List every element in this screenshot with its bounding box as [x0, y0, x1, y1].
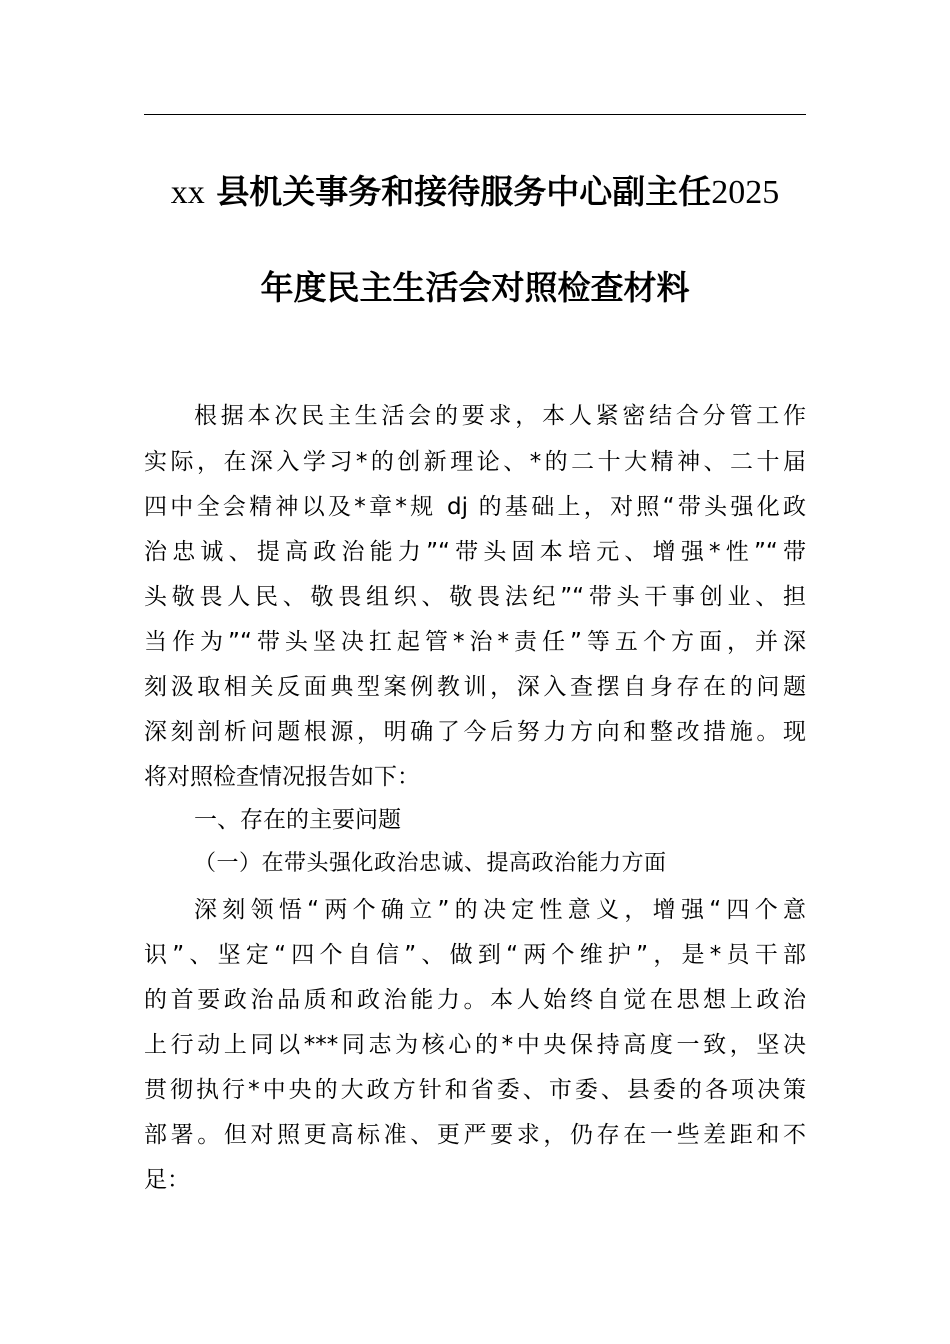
body-line: 上行动上同以***同志为核心的*中央保持高度一致，坚决	[144, 1032, 806, 1058]
subsection-heading-1: （一）在带头强化政治忠诚、提高政治能力方面	[194, 851, 667, 876]
intro-line: 实际，在深入学习*的创新理论、*的二十大精神、二十届	[144, 449, 806, 475]
section-heading-1: 一、存在的主要问题	[194, 807, 401, 833]
intro-line: 治忠诚、提高政治能力”“带头固本培元、增强*性”“带	[144, 539, 806, 565]
body-line: 贯彻执行*中央的大政方针和省委、市委、县委的各项决策	[144, 1077, 806, 1103]
title-main: 县机关事务和接待服务中心副主任	[216, 172, 712, 211]
body-line: 深刻领悟“两个确立”的决定性意义，增强“四个意	[194, 897, 806, 923]
body-line: 的首要政治品质和政治能力。本人始终自觉在思想上政治	[144, 987, 806, 1013]
intro-line: 深刻剖析问题根源，明确了今后努力方向和整改措施。现	[144, 719, 806, 745]
intro-line: 根据本次民主生活会的要求，本人紧密结合分管工作	[194, 403, 806, 429]
intro-line: 四中全会精神以及*章*规 dj 的基础上，对照“带头强化政	[144, 494, 806, 520]
title-prefix: xx	[170, 174, 205, 211]
intro-line: 当作为”“带头坚决扛起管*治*责任”等五个方面，并深	[144, 629, 806, 655]
intro-line: 将对照检查情况报告如下：	[144, 764, 420, 790]
header-rule	[144, 114, 806, 115]
document-title-line-1	[144, 172, 806, 213]
title-year: 2025	[711, 174, 780, 211]
intro-line: 头敬畏人民、敬畏组织、敬畏法纪”“带头干事创业、担	[144, 584, 806, 610]
document-title-line-2: 年度民主生活会对照检查材料	[260, 268, 690, 307]
intro-line: 刻汲取相关反面典型案例教训，深入查摆自身存在的问题	[144, 674, 806, 700]
body-line: 足：	[144, 1167, 190, 1193]
body-line: 识”、坚定“四个自信”、做到“两个维护”，是*员干部	[144, 942, 806, 968]
body-line: 部署。但对照更高标准、更严要求，仍存在一些差距和不	[144, 1122, 806, 1148]
